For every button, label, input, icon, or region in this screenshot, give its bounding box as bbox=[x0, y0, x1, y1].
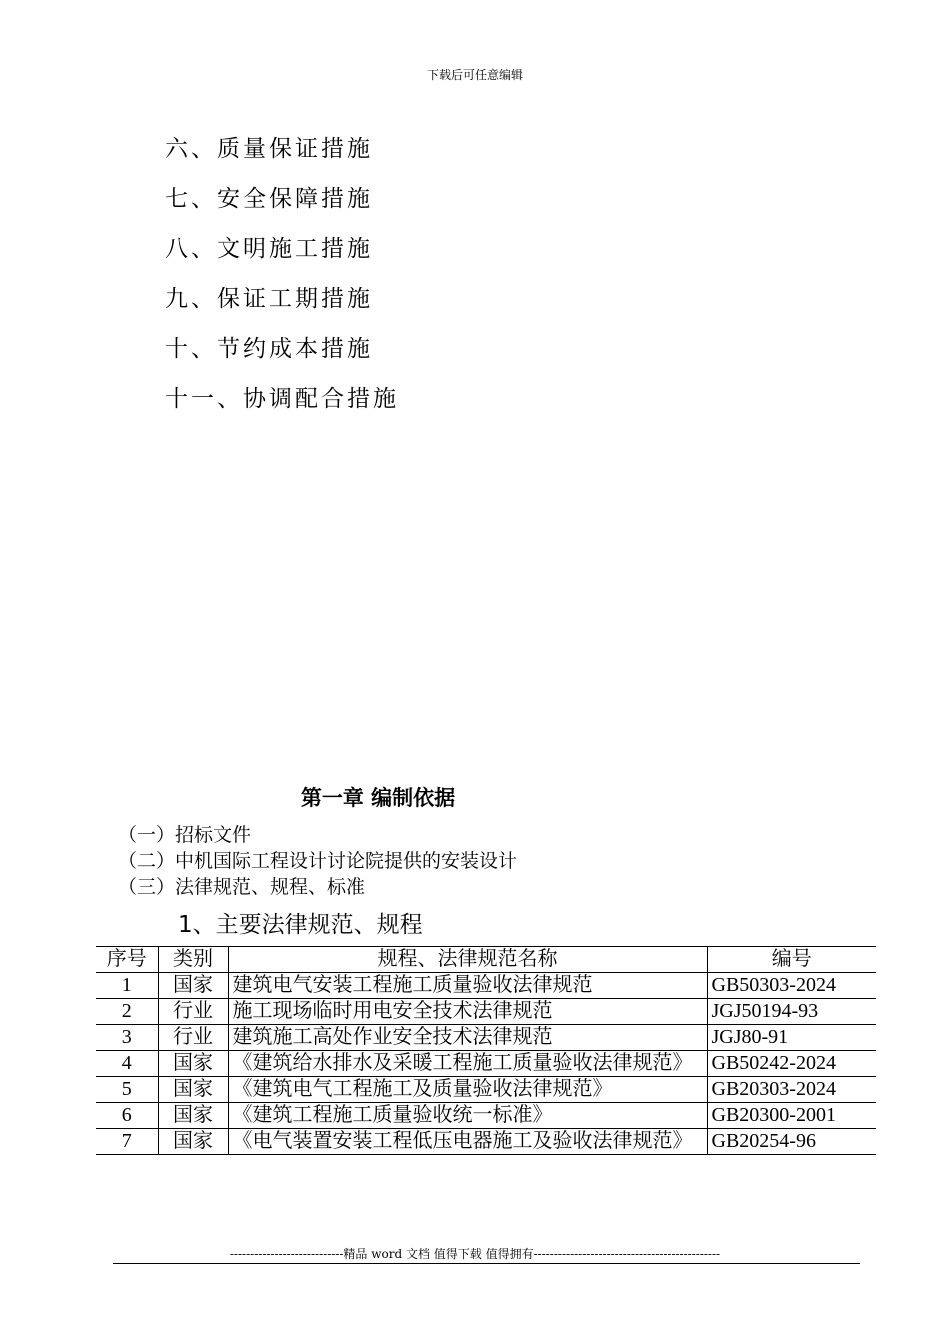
row-category: 国家 bbox=[158, 1103, 228, 1129]
row-number: 4 bbox=[96, 1051, 158, 1077]
row-title: 《建筑工程施工质量验收统一标准》 bbox=[228, 1103, 707, 1129]
table-row bbox=[96, 999, 876, 1025]
row-number: 3 bbox=[96, 1025, 158, 1051]
row-title: 《建筑给水排水及采暖工程施工质量验收法律规范》 bbox=[228, 1051, 707, 1077]
row-code: GB20300-2001 bbox=[707, 1103, 876, 1129]
row-category: 国家 bbox=[158, 973, 228, 999]
row-number: 1 bbox=[96, 973, 158, 999]
row-title: 建筑施工高处作业安全技术法律规范 bbox=[228, 1025, 707, 1051]
toc-item: 十、节约成本措施 bbox=[165, 336, 373, 362]
basis-item: （一）招标文件 bbox=[118, 824, 252, 846]
basis-item: （二）中机国际工程设计讨论院提供的安装设计 bbox=[118, 850, 518, 872]
row-code: GB50303-2024 bbox=[707, 973, 876, 999]
column-header: 编号 bbox=[707, 947, 876, 973]
row-number: 7 bbox=[96, 1129, 158, 1155]
row-number: 6 bbox=[96, 1103, 158, 1129]
footer-divider bbox=[113, 1263, 860, 1264]
row-number: 5 bbox=[96, 1077, 158, 1103]
row-category: 行业 bbox=[158, 999, 228, 1025]
table-header-row bbox=[96, 947, 876, 973]
row-category: 行业 bbox=[158, 1025, 228, 1051]
row-title: 《电气装置安装工程低压电器施工及验收法律规范》 bbox=[228, 1129, 707, 1155]
table-row bbox=[96, 1129, 876, 1155]
page-header: 下载后可任意编辑 bbox=[426, 68, 523, 82]
regulations-table bbox=[96, 946, 876, 1155]
row-code: GB50242-2024 bbox=[707, 1051, 876, 1077]
toc-item: 八、文明施工措施 bbox=[165, 236, 373, 262]
basis-list bbox=[118, 822, 517, 900]
row-code: GB20254-96 bbox=[707, 1129, 876, 1155]
table-row bbox=[96, 1103, 876, 1129]
table-of-contents bbox=[165, 132, 399, 432]
basis-item: （三）法律规范、规程、标准 bbox=[118, 876, 366, 898]
toc-item: 十一、协调配合措施 bbox=[165, 386, 399, 412]
row-category: 国家 bbox=[158, 1051, 228, 1077]
page-footer: ----------------------------精品 word 文档 值得下载 值得拥有---------------------------------------------- bbox=[229, 1247, 721, 1261]
row-category: 国家 bbox=[158, 1077, 228, 1103]
row-number: 2 bbox=[96, 999, 158, 1025]
table-row bbox=[96, 1051, 876, 1077]
column-header: 序号 bbox=[96, 947, 158, 973]
toc-item: 七、安全保障措施 bbox=[165, 186, 373, 212]
column-header: 类别 bbox=[158, 947, 228, 973]
table-row bbox=[96, 1025, 876, 1051]
row-title: 《建筑电气工程施工及质量验收法律规范》 bbox=[228, 1077, 707, 1103]
section-heading: 1、主要法律规范、规程 bbox=[178, 912, 423, 938]
row-code: JGJ50194-93 bbox=[707, 999, 876, 1025]
toc-item: 九、保证工期措施 bbox=[165, 286, 373, 312]
table-row bbox=[96, 973, 876, 999]
column-header: 规程、法律规范名称 bbox=[228, 947, 707, 973]
row-title: 施工现场临时用电安全技术法律规范 bbox=[228, 999, 707, 1025]
row-code: JGJ80-91 bbox=[707, 1025, 876, 1051]
chapter-title: 第一章 编制依据 bbox=[300, 786, 456, 810]
toc-item: 六、质量保证措施 bbox=[165, 136, 373, 162]
row-code: GB20303-2024 bbox=[707, 1077, 876, 1103]
row-category: 国家 bbox=[158, 1129, 228, 1155]
table-row bbox=[96, 1077, 876, 1103]
row-title: 建筑电气安装工程施工质量验收法律规范 bbox=[228, 973, 707, 999]
